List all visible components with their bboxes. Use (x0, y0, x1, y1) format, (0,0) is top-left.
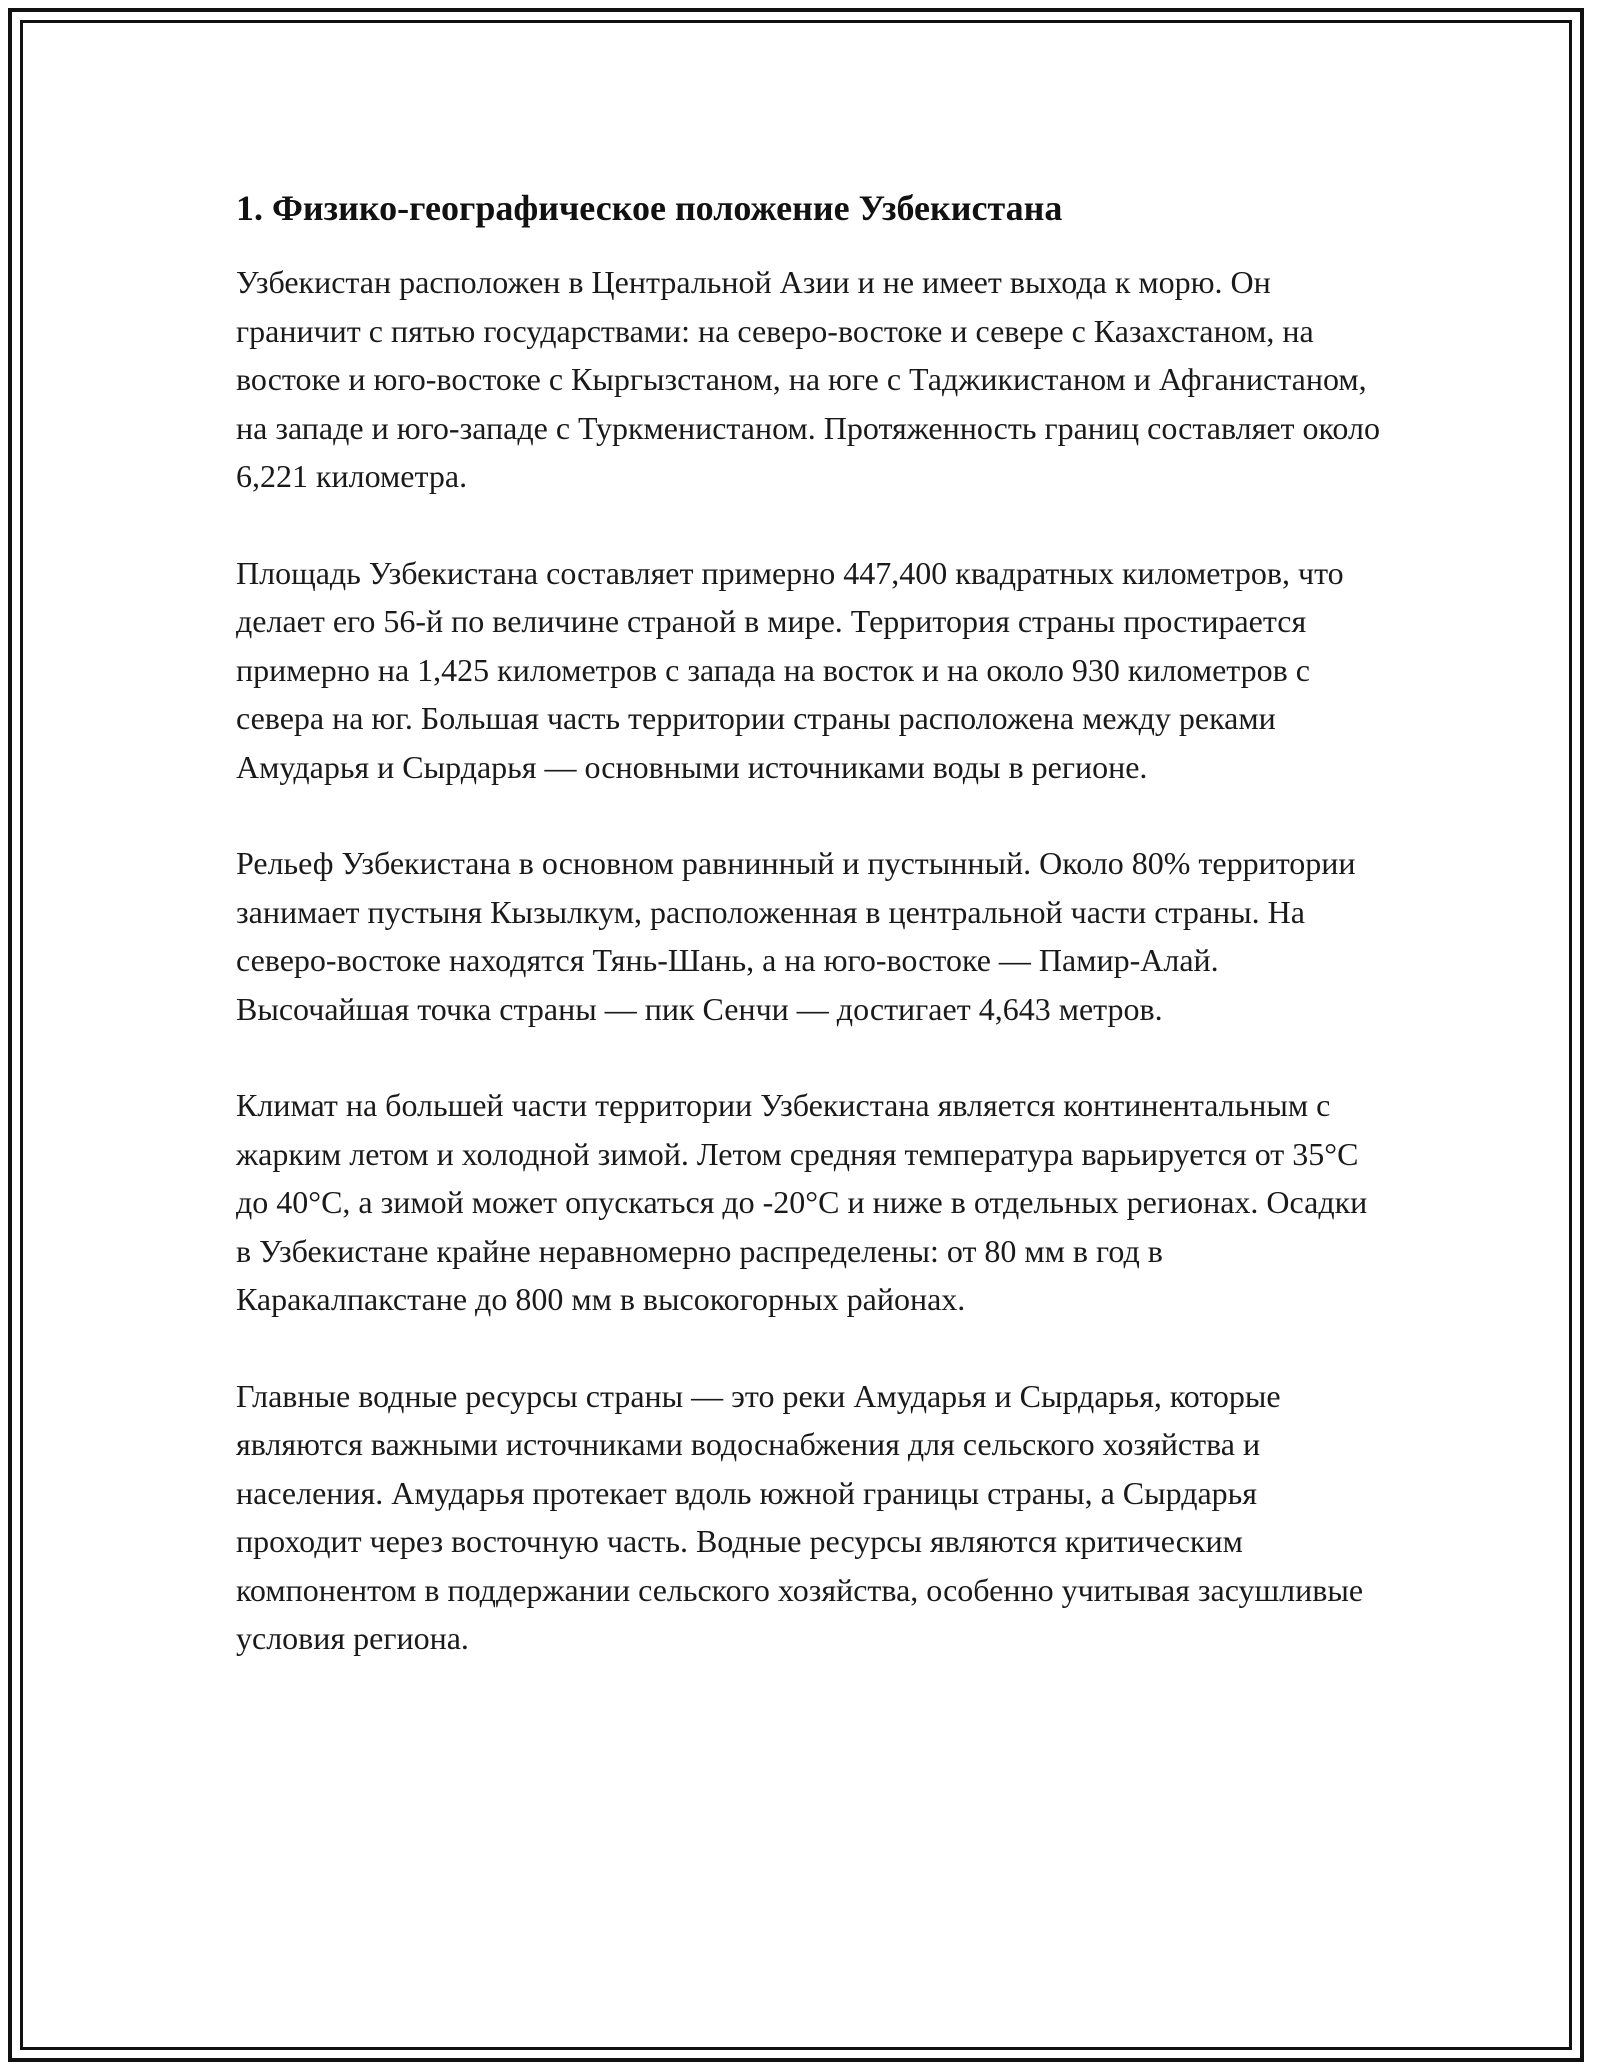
paragraph-climate: Климат на большей части территории Узбекистана является континентальным с жарким летом и холодной зимой. Летом средняя температура варьируется от 35°C до 40°C, а зимой может опускаться до -20°C и ниже в отдельных регионах. Осадки в Узбекистане крайне неравномерно распределены: от 80 мм в год в Каракалпакстане до 800 мм в высокогорных районах. (236, 1087, 1368, 1317)
paragraph-borders: Узбекистан расположен в Центральной Азии и не имеет выхода к морю. Он граничит с пятью государствами: на северо-востоке и севере с Казахстаном, на востоке и юго-востоке с Кыргызстаном, на юге с Таджикистаном и Афганистаном, на западе и юго-западе с Туркменистаном. Протяженность границ составляет около 6,221 километра. (236, 264, 1380, 494)
section-heading: 1. Физико-географическое положение Узбекистана (236, 188, 1063, 228)
document-body (236, 186, 1386, 1711)
paragraph-water-resources: Главные водные ресурсы страны — это реки Амударья и Сырдарья, которые являются важными источниками водоснабжения для сельского хозяйства и населения. Амударья протекает вдоль южной границы страны, а Сырдарья проходит через восточную часть. Водные ресурсы являются критическим компонентом в поддержании сельского хозяйства, особенно учитывая засушливые условия региона. (236, 1377, 1364, 1656)
paragraph-relief: Рельеф Узбекистана в основном равнинный и пустынный. Около 80% территории занимает пустыня Кызылкум, расположенная в центральной части страны. На северо-востоке находятся Тянь-Шань, а на юго-востоке — Памир-Алай. Высочайшая точка страны — пик Сенчи — достигает 4,643 метров. (236, 845, 1356, 1027)
paragraph-area: Площадь Узбекистана составляет примерно 447,400 квадратных километров, что делает его 56-й по величине страной в мире. Территория страны простирается примерно на 1,425 километров с запада на восток и на около 930 километров с севера на юг. Большая часть территории страны расположена между реками Амударья и Сырдарья — основными источниками воды в регионе. (236, 554, 1344, 785)
